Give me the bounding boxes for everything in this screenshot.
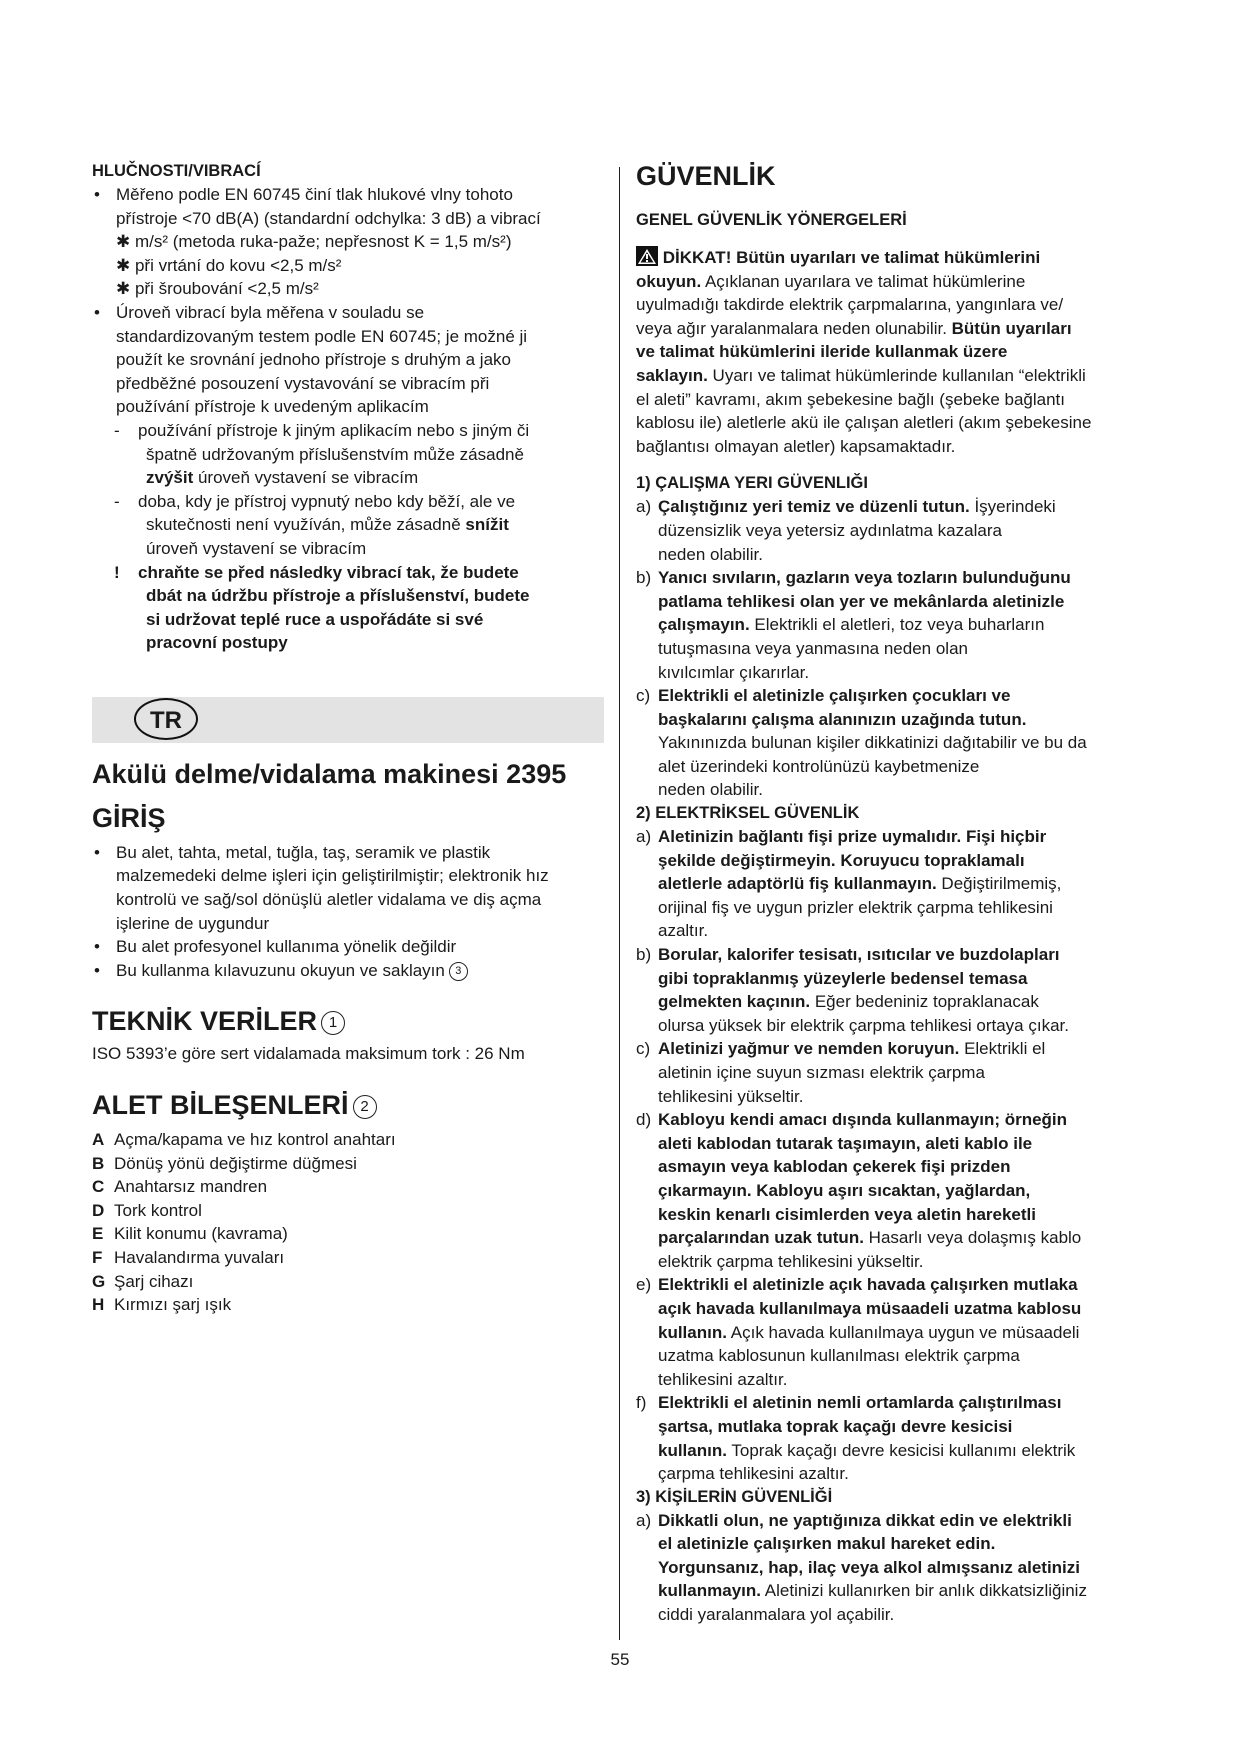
cz-bullet-list — [92, 301, 604, 419]
text-line: olursa yüksek bir elektrik çarpma tehlikesi ortaya çıkar. — [658, 1015, 1069, 1035]
text-line: neden olabilir. — [658, 780, 763, 800]
dash-marker: - — [114, 420, 120, 440]
cz-warning-item — [92, 561, 604, 655]
part-name: Tork kontrol — [114, 1200, 202, 1220]
part-letter: H — [92, 1295, 105, 1315]
rule-item — [636, 1037, 1166, 1108]
rule-item — [636, 1108, 1166, 1273]
text-line — [658, 1321, 1166, 1345]
text-span: Elektrikli el — [959, 1039, 1046, 1059]
text-line: Elektrikli el aletinin nemli ortamlarda çalıştırılması — [658, 1393, 1062, 1413]
text-line: předběžné posouzení vystavování se vibracím při — [116, 373, 490, 393]
intro-bullet — [92, 841, 604, 935]
text-line — [636, 270, 1166, 294]
parts-list-item — [92, 1246, 604, 1270]
item-marker: c) — [636, 686, 651, 706]
text-line — [658, 872, 1166, 896]
warning-triangle-icon — [636, 246, 658, 266]
bold-text: gelmekten kaçının. — [658, 992, 811, 1012]
intro-bullet-list — [92, 841, 604, 983]
text-line: úroveň vystavení se vibracím — [146, 538, 367, 558]
rule-item — [636, 825, 1166, 943]
text-line: azaltır. — [658, 921, 709, 941]
text-line: patlama tehlikesi olan yer ve mekânlarda aletinizle — [658, 591, 1065, 611]
right-column — [636, 159, 1166, 1627]
item-marker: b) — [636, 568, 652, 588]
text-line: ve talimat hükümlerini ileride kullanmak üzere — [636, 342, 1008, 362]
part-name: Dönüş yönü değiştirme düğmesi — [114, 1153, 357, 1173]
text-span: Açıklanan uyarılara ve talimat hükümlerine — [701, 271, 1026, 291]
text-line: bağlantısı olmayan aletler) kapsamaktadır. — [636, 436, 956, 456]
part-letter: A — [92, 1130, 105, 1150]
exclamation-icon: ! — [114, 562, 120, 582]
part-name: Şarj cihazı — [114, 1271, 194, 1291]
text-line — [658, 1579, 1166, 1603]
cz-star-line: ✱ při šroubování <2,5 m/s² — [116, 279, 319, 299]
bold-text: Bütün uyarıları — [951, 318, 1072, 338]
text-line: • Úroveň vibrací byla měřena v souladu se — [116, 302, 425, 322]
section-title-parts — [92, 1088, 604, 1122]
text-span: Elektrikli el aletleri, toz veya buharların — [749, 615, 1045, 635]
text-span: Hasarlı veya dolaşmış kablo — [863, 1228, 1082, 1248]
text-line: çıkarmayın. Kabloyu aşırı sıcaktan, yağlardan, — [658, 1180, 1031, 1200]
text-line: pracovní postupy — [146, 633, 288, 653]
text-line: chraňte se před následky vibrací tak, že budete — [138, 562, 519, 582]
text-line — [658, 613, 1166, 637]
text-line: používání přístroje k uvedeným aplikacím — [116, 397, 429, 417]
text-line — [636, 364, 1166, 388]
product-title: Akülü delme/vidalama makinesi 2395 — [92, 758, 567, 789]
language-bar — [92, 697, 604, 743]
text-line: si udržovat teplé ruce a uspořádáte si své — [146, 609, 484, 629]
text-line: Yorgunsanız, hap, ilaç veya alkol almışsanız aletinizi — [658, 1557, 1081, 1577]
bold-text: zvýšit — [146, 468, 194, 488]
bold-text: parçalarından uzak tutun. — [658, 1228, 864, 1248]
text-line: • Měřeno podle EN 60745 činí tlak hlukové vlny tohoto — [116, 185, 513, 204]
text-line: Aletinizin bağlantı fişi prize uymalıdır. Fişi hiçbir — [658, 827, 1047, 847]
text-span: Değiştirilmemiş, — [936, 874, 1062, 894]
item-marker: d) — [636, 1110, 652, 1130]
left-column — [92, 160, 604, 1317]
rule-item — [636, 1391, 1166, 1485]
figure-ref-2: 2 — [353, 1095, 377, 1119]
text-span: İşyerindeki — [969, 497, 1056, 517]
bold-text: snížit — [465, 515, 509, 535]
text-span: Aletinizi kullanırken bir anlık dikkatsizliğiniz — [760, 1581, 1087, 1601]
section-heading-electrical: 2) ELEKTRİKSEL GÜVENLİK — [636, 804, 860, 823]
text-line: Elektrikli el aletinizle açık havada çalışırken mutlaka — [658, 1275, 1078, 1295]
bold-text: Çalıştığınız yeri temiz ve düzenli tutun. — [658, 497, 970, 517]
language-code-badge: TR — [134, 698, 198, 740]
text-line — [138, 466, 604, 490]
parts-list — [92, 1128, 604, 1317]
text-line: malzemedeki delme işleri için geliştirilmiştir; elektronik hız — [116, 866, 549, 886]
intro-bullet: • Bu alet profesyonel kullanıma yönelik değildir — [92, 935, 604, 959]
text-line: Elektrikli el aletinizle çalışırken çocukları ve — [658, 686, 1011, 706]
rule-item — [636, 1509, 1166, 1627]
text-line: düzensizlik veya yetersiz aydınlatma kazalara — [658, 520, 1002, 540]
text-line: používání přístroje k jiným aplikacím nebo s jiným či — [138, 420, 530, 440]
parts-list-item — [92, 1199, 604, 1223]
section-title-teknik — [92, 1004, 604, 1038]
intro-bullet — [92, 959, 604, 983]
bold-text: kullanın. — [658, 1440, 727, 1460]
text-line: Borular, kalorifer tesisatı, ısıtıcılar ve buzdolapları — [658, 945, 1060, 965]
text-line: neden olabilir. — [658, 544, 763, 564]
text-span: Bu kullanma kılavuzunu okuyun ve saklayın — [116, 960, 445, 980]
text-line: uzatma kablosunun kullanılması elektrik çarpma — [658, 1346, 1020, 1366]
text-line: Yanıcı sıvıların, gazların veya tozların bulunduğunu — [658, 568, 1071, 588]
text-line: şartsa, mutlaka toprak kaçağı devre kesicisi — [658, 1416, 1013, 1436]
general-safety-heading: GENEL GÜVENLİK YÖNERGELERİ — [636, 211, 907, 229]
part-name: Anahtarsız mandren — [114, 1177, 268, 1197]
text-line — [658, 1226, 1166, 1250]
parts-list-item — [92, 1128, 604, 1152]
text-line: kablosu ile) aletlerle akü ile çalışan aletleri (akım şebekesine — [636, 413, 1092, 433]
dash-marker: - — [114, 491, 120, 511]
bold-text: aletlerle adaptörlü fiş kullanmayın. — [658, 874, 937, 894]
text-line: uyulmadığı takdirde elektrik çarpmalarına, yangınlara ve/ — [636, 295, 1064, 315]
bold-text: okuyun. — [636, 271, 702, 291]
item-marker: a) — [636, 827, 652, 847]
section-heading-work-area: 1) ÇALIŞMA YERI GÜVENLIĞI — [636, 474, 868, 493]
part-letter: F — [92, 1248, 103, 1267]
bold-text: kullanmayın. — [658, 1581, 761, 1601]
text-line: açık havada kullanılmaya müsaadeli uzatma kablosu — [658, 1298, 1082, 1318]
item-marker: a) — [636, 497, 652, 517]
bold-text: çalışmayın. — [658, 615, 750, 635]
text-line: tutuşmasına veya yanmasına neden olan — [658, 638, 968, 658]
text-line — [658, 990, 1166, 1014]
text-line: çarpma tehlikesini azaltır. — [658, 1464, 849, 1484]
text-line — [658, 1439, 1166, 1463]
text-line — [658, 1037, 1166, 1061]
text-line — [658, 495, 1166, 519]
text-line: el aleti” kavramı, akım şebekesine bağlı (şebeke bağlantı — [636, 389, 1066, 409]
section-title-giris: GİRİŞ — [92, 802, 166, 833]
part-name: Açma/kapama ve hız kontrol anahtarı — [114, 1130, 396, 1150]
figure-ref-3: 3 — [449, 962, 468, 981]
text-line: Kabloyu kendi amacı dışında kullanmayın; örneğin — [658, 1110, 1068, 1130]
parts-list-item — [92, 1175, 604, 1199]
cz-star-line: ✱ m/s² (metoda ruka-paže; nepřesnost K = 1,5 m/s²) — [116, 232, 512, 252]
warning-paragraph — [636, 246, 1166, 458]
section-title-guvenlik: GÜVENLİK — [636, 161, 776, 191]
part-name: Kırmızı şarj ışık — [114, 1295, 232, 1315]
text-line: şekilde değiştirmeyin. Koruyucu topraklamalı — [658, 850, 1025, 870]
section-heading-personal: 3) KİŞİLERİN GÜVENLİĞİ — [636, 1487, 833, 1506]
text-line: elektrik çarpma tehlikesini yükseltir. — [658, 1251, 924, 1271]
text-span: TEKNİK VERİLER — [92, 1006, 318, 1037]
text-span: veya ağır yaralanmalara neden olunabilir. — [636, 318, 952, 338]
text-line: asmayın veya kablodan çekerek fişi prizden — [658, 1157, 1011, 1177]
part-letter: C — [92, 1177, 105, 1197]
text-line: dbát na údržbu přístroje a příslušenství, budete — [146, 586, 530, 606]
rule-item — [636, 495, 1166, 566]
item-marker: e) — [636, 1275, 652, 1295]
bold-text: DİKKAT! Bütün uyarıları ve talimat hükümlerini — [662, 248, 1041, 267]
text-line: kontrolü ve sağ/sol dönüşlü aletler vidalama ve diş açma — [116, 890, 542, 910]
figure-ref-1: 1 — [321, 1011, 345, 1035]
cz-dash-item — [92, 490, 604, 561]
item-marker: f) — [636, 1393, 647, 1413]
bold-text: kullanın. — [658, 1322, 727, 1342]
text-line: ciddi yaralanmalara yol açabilir. — [658, 1605, 895, 1625]
cz-star-line: ✱ při vrtání do kovu <2,5 m/s² — [116, 255, 342, 275]
cz-bullet-measure — [92, 183, 604, 230]
text-line: Yakınınızda bulunan kişiler dikkatinizi dağıtabilir ve bu da — [658, 733, 1087, 753]
text-line: kıvılcımlar çıkarırlar. — [658, 662, 810, 682]
parts-list-item — [92, 1270, 604, 1294]
text-line: alet üzerindeki kontrolünüzü kaybetmenize — [658, 756, 980, 776]
text-span: Uyarı ve talimat hükümlerinde kullanılan “elektrikli — [707, 365, 1086, 385]
cz-bullet-list — [92, 183, 604, 230]
part-letter: D — [92, 1200, 105, 1220]
text-line: başkalarını çalışma alanınızın uzağında tutun. — [658, 709, 1027, 729]
text-line: přístroje <70 dB(A) (standardní odchylka: 3 dB) a vibrací — [116, 208, 541, 228]
text-line: použít ke srovnání jednoho přístroje s druhým a jako — [116, 350, 511, 370]
parts-list-item — [92, 1293, 604, 1317]
part-name: Havalandırma yuvaları — [114, 1248, 285, 1267]
rule-item — [636, 943, 1166, 1037]
text-span: Açık havada kullanılmaya uygun ve müsaadeli — [726, 1322, 1080, 1342]
text-span: úroveň vystavení se vibracím — [193, 468, 419, 488]
text-line: tehlikesini yükseltir. — [658, 1086, 804, 1106]
text-line: keskin kenarlı cisimlerden veya aletin hareketli — [658, 1204, 1036, 1224]
cz-bullet-level — [92, 301, 604, 419]
cz-vibration-heading: HLUČNOSTI/VIBRACÍ — [92, 162, 261, 180]
parts-list-item — [92, 1222, 604, 1246]
parts-list-item — [92, 1152, 604, 1176]
text-line: orijinal fiş ve uygun prizler elektrik çarpma tehlikesini — [658, 897, 1053, 917]
text-line: • Bu alet, tahta, metal, tuğla, taş, seramik ve plastik — [116, 842, 491, 862]
rule-item — [636, 1273, 1166, 1391]
text-line: Dikkatli olun, ne yaptığınıza dikkat edin ve elektrikli — [658, 1510, 1072, 1530]
cz-dash-item — [92, 419, 604, 490]
text-line — [636, 317, 1166, 341]
bold-text: Aletinizi yağmur ve nemden koruyun. — [658, 1039, 960, 1059]
text-line: aletinin içine suyun sızması elektrik çarpma — [658, 1063, 985, 1082]
text-span: Eğer bedeniniz topraklanacak — [810, 992, 1039, 1012]
column-divider — [619, 167, 620, 1640]
text-line: doba, kdy je přístroj vypnutý nebo kdy běží, ale ve — [138, 491, 516, 511]
part-name: Kilit konumu (kavrama) — [114, 1224, 288, 1244]
part-letter: G — [92, 1271, 106, 1291]
text-line — [636, 246, 1166, 270]
text-line: tehlikesini azaltır. — [658, 1369, 788, 1389]
tech-spec-text: ISO 5393’e göre sert vidalamada maksimum tork : 26 Nm — [92, 1044, 525, 1064]
item-marker: b) — [636, 945, 652, 965]
part-letter: E — [92, 1224, 104, 1244]
text-line: işlerine de uygundur — [116, 913, 270, 933]
text-line: špatně udržovaným příslušenstvím může zásadně — [146, 444, 524, 464]
item-marker: a) — [636, 1510, 652, 1530]
part-letter: B — [92, 1153, 105, 1173]
text-line: el aletinizle çalışırken makul hareket edin. — [658, 1534, 996, 1554]
text-span: skutečnosti není využíván, může zásadně — [146, 515, 466, 535]
text-span: ALET BİLEŞENLERİ — [92, 1090, 349, 1121]
text-line: aleti kablodan tutarak taşımayın, aleti kablo ile — [658, 1133, 1033, 1153]
page-number: 55 — [610, 1650, 630, 1669]
rule-item — [636, 684, 1166, 802]
item-marker: c) — [636, 1039, 651, 1059]
text-line: standardizovaným testem podle EN 60745; je možné ji — [116, 326, 528, 346]
text-line: gibi topraklanmış yüzeylerle bedensel temasa — [658, 968, 1028, 988]
bold-text: saklayın. — [636, 365, 708, 385]
text-span: Toprak kaçağı devre kesicisi kullanımı elektrik — [726, 1440, 1076, 1460]
rule-item — [636, 566, 1166, 684]
text-line — [138, 513, 604, 537]
